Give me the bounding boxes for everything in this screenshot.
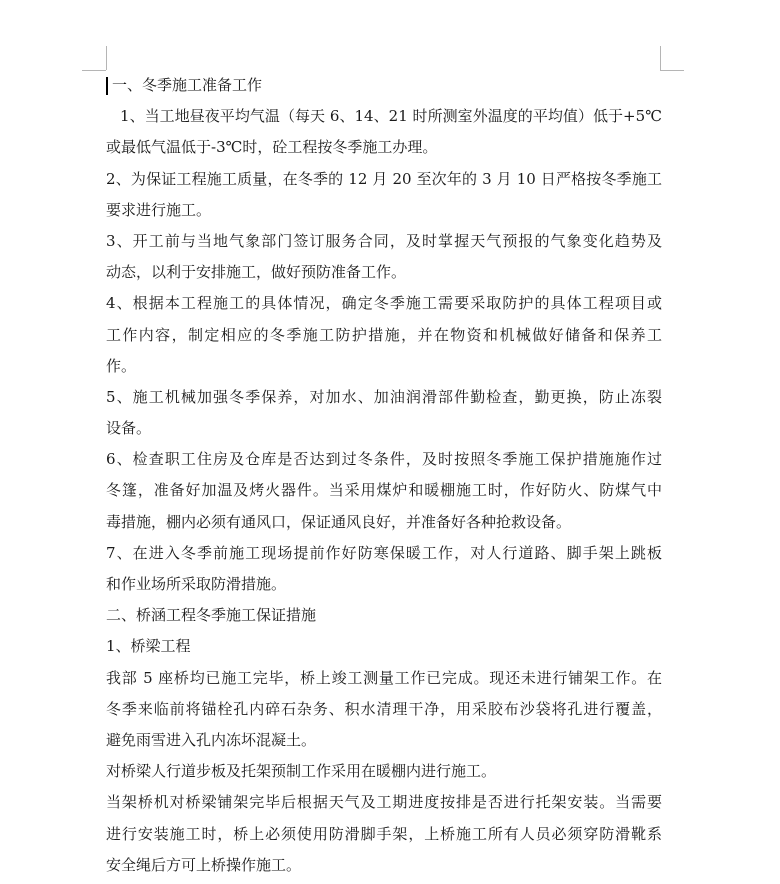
document-line: 我部 5 座桥均已施工完毕，桥上竣工测量工作已完成。现还未进行铺架工作。在 <box>106 668 662 687</box>
document-line: 进行安装施工时，桥上必须使用防滑脚手架，上桥施工所有人员必须穿防滑靴系 <box>106 824 662 843</box>
document-line: 4、根据本工程施工的具体情况，确定冬季施工需要采取防护的具体工程项目或 <box>106 294 662 313</box>
margin-mark-top-right-vertical <box>660 46 661 70</box>
document-line: 工作内容，制定相应的冬季施工防护措施，并在物资和机械做好储备和保养工 <box>106 325 662 344</box>
document-body[interactable] <box>106 70 662 881</box>
document-line: 一、冬季施工准备工作 <box>112 76 263 94</box>
margin-mark-top-left-vertical <box>106 46 107 70</box>
document-line: 3、开工前与当地气象部门签订服务合同，及时掌握天气预报的气象变化趋势及 <box>106 231 662 250</box>
document-line: 5、施工机械加强冬季保养，对加水、加油润滑部件勤检查，勤更换，防止冻裂 <box>106 387 662 406</box>
document-line: 6、检查职工住房及仓库是否达到过冬条件，及时按照冬季施工保护措施施作过 <box>106 450 662 469</box>
document-line: 和作业场所采取防滑措施。 <box>106 575 287 593</box>
document-line: 二、桥涵工程冬季施工保证措施 <box>106 606 317 625</box>
document-line: 毒措施，棚内必须有通风口，保证通风良好，并准备好各种抢救设备。 <box>106 512 572 531</box>
document-line: 冬篷，准备好加温及烤火器件。当采用煤炉和暖棚施工时，作好防火、防煤气中 <box>106 481 662 500</box>
document-line: 冬季来临前将锚栓孔内碎石杂务、积水清理干净，用采胶布沙袋将孔进行覆盖， <box>106 699 662 718</box>
document-line: 安全绳后方可上桥操作施工。 <box>106 855 302 874</box>
document-line: 1、当工地昼夜平均气温（每天 6、14、21 时所测室外温度的平均值）低于+5℃ <box>120 107 662 126</box>
document-line: 作。 <box>106 356 137 375</box>
document-line: 对桥梁人行道步板及托架预制工作采用在暖棚内进行施工。 <box>106 762 497 781</box>
document-line: 当架桥机对桥梁铺架完毕后根据天气及工期进度按排是否进行托架安装。当需要 <box>106 793 662 812</box>
document-line: 或最低气温低于-3℃时，砼工程按冬季施工办理。 <box>106 138 438 157</box>
document-line: 动态，以利于安排施工，做好预防准备工作。 <box>106 263 407 282</box>
document-line: 7、在进入冬季前施工现场提前作好防寒保暖工作，对人行道路、脚手架上跳板 <box>106 543 662 562</box>
document-line: 避免雨雪进入孔内冻坏混凝土。 <box>106 730 317 749</box>
margin-mark-top-left-horizontal <box>82 70 106 71</box>
margin-mark-top-right-horizontal <box>660 70 684 71</box>
document-line: 1、桥梁工程 <box>106 637 191 656</box>
document-line: 要求进行施工。 <box>106 200 212 219</box>
document-line: 设备。 <box>106 419 152 438</box>
document-line: 2、为保证工程施工质量，在冬季的 12 月 20 至次年的 3 月 10 日严格按冬季施工 <box>106 169 662 188</box>
